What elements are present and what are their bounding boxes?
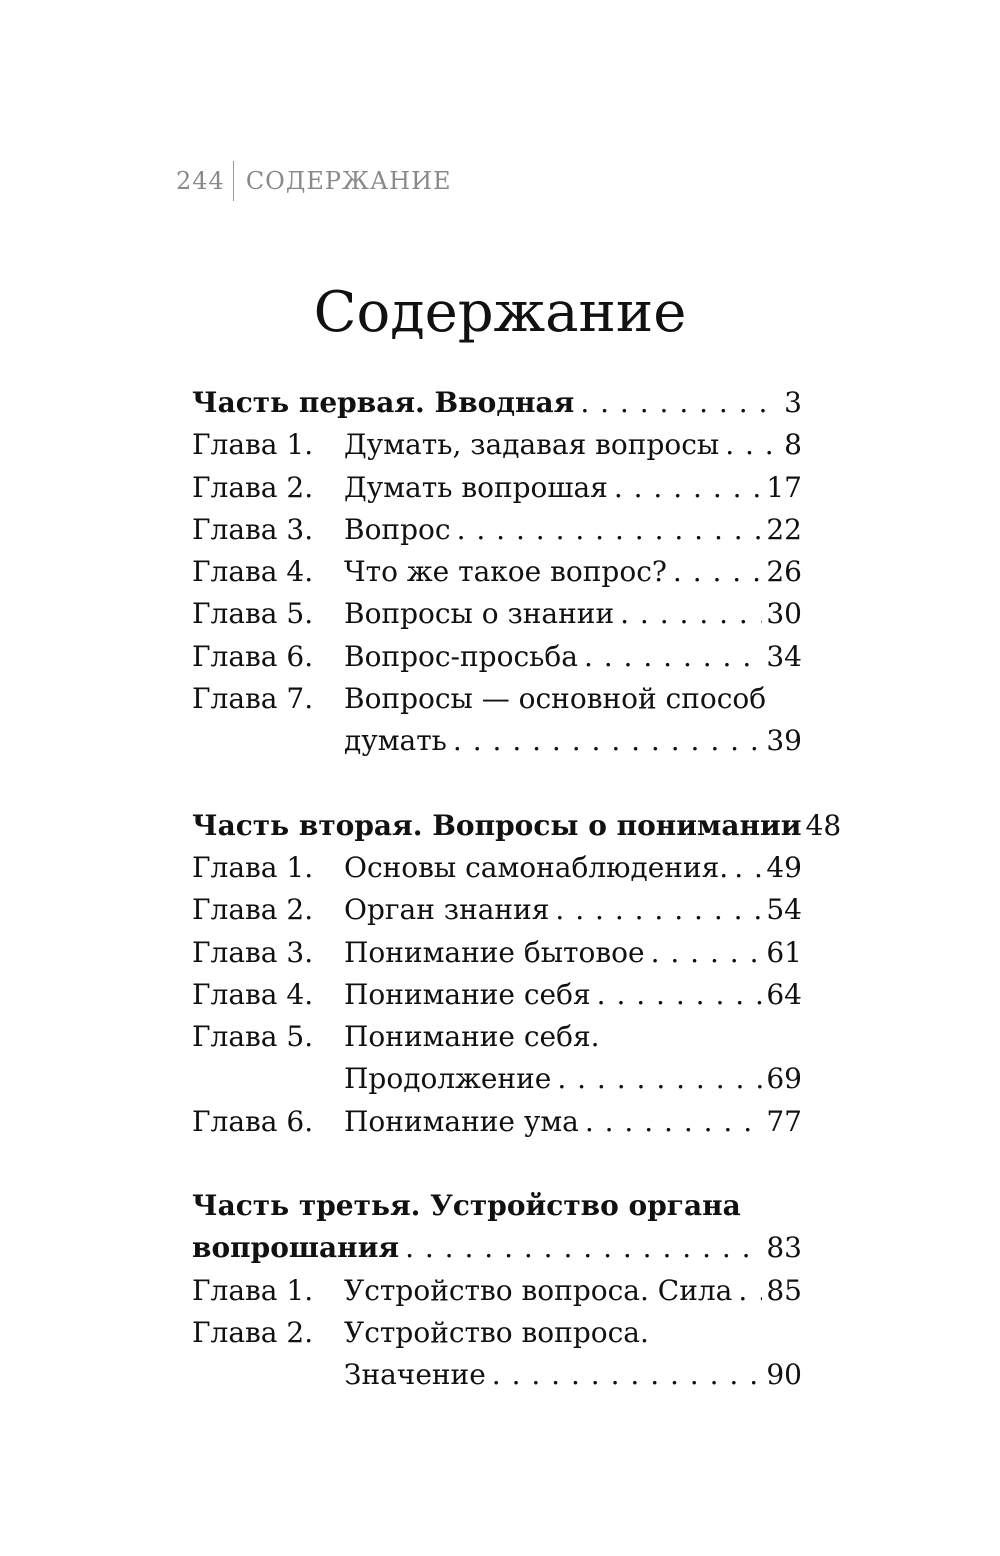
chapter-label: Глава 1.	[192, 850, 314, 884]
page-ref: 83	[766, 1231, 802, 1265]
chapter-title: Устройство вопроса.	[344, 1315, 649, 1349]
toc-entry	[192, 1101, 802, 1143]
dot-leader	[549, 889, 762, 931]
toc-part-3	[192, 1185, 802, 1227]
chapter-title: Что же такое вопрос?	[344, 555, 667, 589]
chapter-title: Вопросы о знании	[344, 597, 615, 631]
chapter-label: Глава 2.	[192, 893, 314, 927]
dot-leader	[728, 847, 762, 889]
chapter-label: Глава 6.	[192, 639, 314, 673]
dot-leader	[719, 424, 780, 466]
chapter-title: думать	[344, 724, 447, 758]
toc-entry	[192, 678, 802, 720]
table-of-contents	[192, 382, 842, 1397]
toc-entry-continuation	[192, 1354, 802, 1396]
page-ref: 39	[766, 724, 802, 758]
toc-part-1	[192, 382, 802, 424]
chapter-title: Продолжение	[344, 1062, 552, 1096]
chapter-label: Глава 3.	[192, 512, 314, 546]
toc-entry	[192, 1270, 802, 1312]
chapter-label: Глава 5.	[192, 597, 314, 631]
toc-entry	[192, 509, 802, 551]
dot-leader	[614, 593, 762, 635]
toc-entry	[192, 1312, 802, 1354]
chapter-label: Глава 2.	[192, 1315, 314, 1349]
chapter-title: Вопрос-просьба	[344, 639, 578, 673]
chapter-title: Устройство вопроса. Сила	[344, 1273, 733, 1307]
part-title: вопрошания	[192, 1231, 400, 1265]
part-title: Часть вторая. Вопросы о понимании	[192, 808, 802, 842]
toc-entry-continuation	[192, 1058, 802, 1100]
page-ref: 22	[766, 512, 802, 546]
chapter-label: Глава 6.	[192, 1104, 314, 1138]
toc-entry	[192, 889, 802, 931]
part-title: Часть третья. Устройство органа	[192, 1189, 741, 1223]
page-ref: 3	[784, 386, 802, 419]
page-ref: 64	[766, 977, 802, 1011]
toc-part-3-continuation	[192, 1227, 802, 1269]
dot-leader	[399, 1227, 762, 1269]
dot-leader	[667, 551, 762, 593]
part-title: Часть первая. Вводная	[192, 386, 575, 419]
page-ref: 49	[766, 850, 802, 884]
chapter-label: Глава 1.	[192, 1273, 314, 1307]
chapter-title: Основы самонаблюдения.	[344, 850, 729, 884]
dot-leader	[551, 1058, 762, 1100]
chapter-label: Глава 4.	[192, 977, 314, 1011]
chapter-label: Глава 4.	[192, 555, 314, 589]
running-head-divider	[233, 161, 234, 201]
dot-leader	[645, 932, 763, 974]
page-ref: 90	[766, 1358, 802, 1392]
dot-leader	[732, 1270, 762, 1312]
page-ref: 30	[766, 597, 802, 631]
toc-entry	[192, 551, 802, 593]
dot-leader	[574, 382, 780, 424]
toc-entry	[192, 974, 802, 1016]
dot-leader	[608, 467, 763, 509]
page-ref: 77	[766, 1104, 802, 1138]
dot-leader	[591, 974, 763, 1016]
running-head-section: СОДЕРЖАНИЕ	[245, 167, 452, 195]
page-ref: 85	[766, 1273, 802, 1307]
dot-leader	[451, 509, 763, 551]
chapter-title: Думать, задавая вопросы	[344, 428, 720, 462]
chapter-title: Вопрос	[344, 512, 451, 546]
page-ref: 48	[805, 808, 842, 842]
toc-part-2	[192, 805, 842, 847]
page-number: 244	[176, 167, 225, 195]
page-ref: 34	[766, 639, 802, 673]
page-ref: 17	[766, 470, 802, 504]
chapter-title: Понимание себя.	[344, 1020, 600, 1054]
chapter-label: Глава 2.	[192, 470, 314, 504]
page-ref: 26	[766, 555, 802, 589]
toc-entry-continuation	[192, 720, 802, 762]
chapter-title: Орган знания	[344, 893, 550, 927]
page-title: Содержание	[313, 280, 687, 345]
chapter-title: Думать вопрошая	[344, 470, 608, 504]
dot-leader	[578, 636, 762, 678]
chapter-label: Глава 3.	[192, 935, 314, 969]
dot-leader	[447, 720, 762, 762]
toc-entry	[192, 467, 802, 509]
toc-entry	[192, 932, 802, 974]
toc-entry	[192, 593, 802, 635]
toc-entry	[192, 1016, 802, 1058]
chapter-label: Глава 1.	[192, 428, 314, 462]
chapter-title: Понимание бытовое	[344, 935, 645, 969]
running-head	[176, 160, 452, 202]
chapter-title: Значение	[344, 1358, 486, 1392]
page-ref: 69	[766, 1062, 802, 1096]
chapter-label: Глава 7.	[192, 682, 314, 716]
toc-entry	[192, 424, 802, 466]
page-ref: 54	[766, 893, 802, 927]
chapter-title: Понимание себя	[344, 977, 591, 1011]
toc-entry	[192, 636, 802, 678]
chapter-title: Вопросы — основной способ	[344, 682, 767, 716]
toc-entry	[192, 847, 802, 889]
chapter-title: Понимание ума	[344, 1104, 579, 1138]
chapter-label: Глава 5.	[192, 1020, 314, 1054]
dot-leader	[579, 1101, 763, 1143]
page-ref: 61	[766, 935, 802, 969]
page-ref: 8	[784, 428, 802, 462]
dot-leader	[486, 1354, 763, 1396]
